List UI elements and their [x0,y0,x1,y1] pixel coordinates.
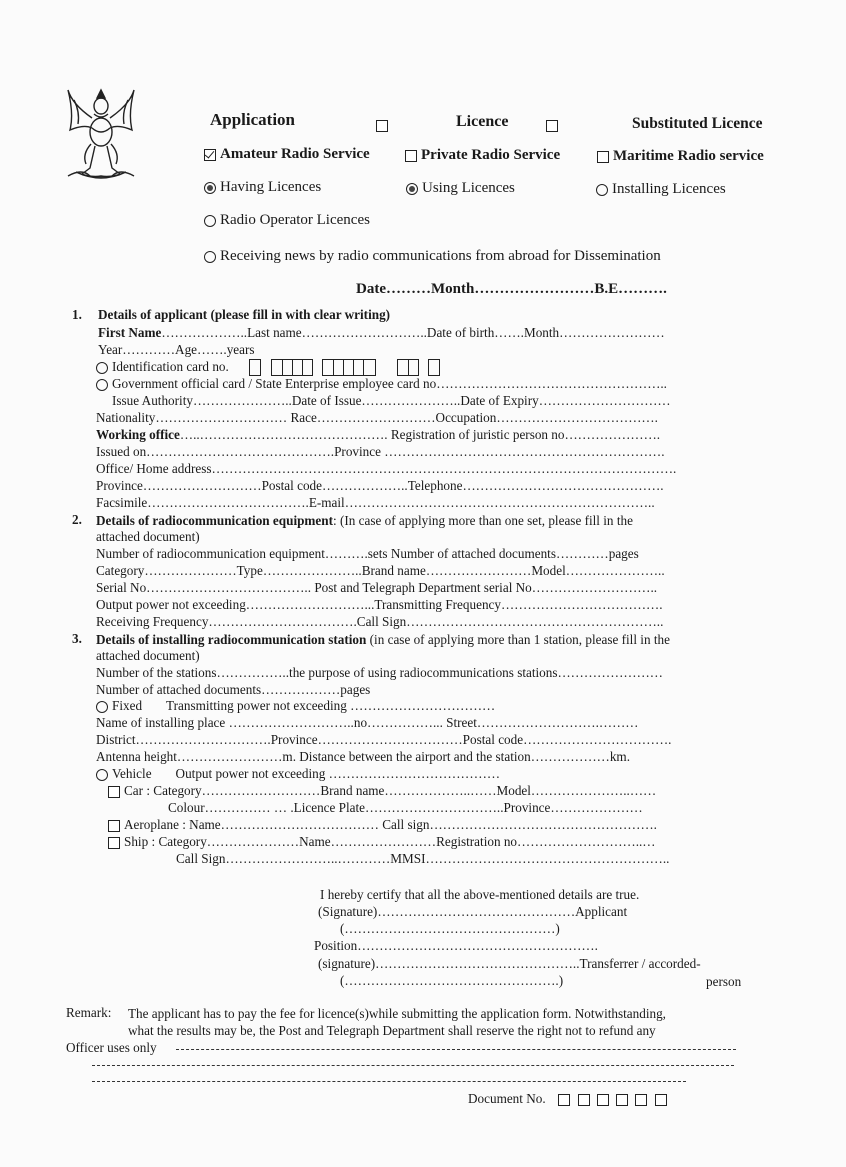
s1-address-line[interactable]: Office/ Home address……………………………………………………………………………………………. [96,461,677,476]
id-card-radio[interactable] [96,362,108,374]
s3-fixed-line[interactable] [96,697,495,714]
transferrer-name-line[interactable]: (………………………………………….) [340,973,564,988]
applicant-name-line[interactable]: (…………………………………………) [340,921,560,936]
vehicle-radio[interactable] [96,769,108,781]
s1-province-line[interactable]: Province………………………Postal code………………..Telephone………………………………………. [96,478,664,493]
s3-aeroplane-line[interactable] [108,816,657,833]
installing-radio[interactable] [596,184,608,196]
amateur-checkbox[interactable] [204,149,216,161]
officer-label: Officer uses only [66,1040,157,1055]
s3-attached-line[interactable]: Number of attached documents………………pages [96,682,371,697]
s1-gov-card-line[interactable] [96,375,667,392]
docno-box-2[interactable] [578,1094,590,1106]
ship-fields: Ship : Category…………………Name……………………Registration no………………………..… [124,834,656,849]
s2-category-line[interactable]: Category…………………Type…………………..Brand name……………………Model………………….. [96,563,665,578]
s3-antenna-line[interactable]: Antenna height……………………m. Distance between the airport and the station………………km. [96,749,630,764]
transferrer-signature-line[interactable]: (signature)………………………………………..Transferrer / accorded- [318,956,701,971]
docno-box-6[interactable] [655,1094,667,1106]
s3-place-line[interactable]: Name of installing place ………………………..no……………... Street……………………….……… [96,715,639,730]
substituted-licence-label: Substituted Licence [632,115,763,132]
s1-id-card-line[interactable] [96,358,446,376]
date-line[interactable]: Date………Month……………………B.E………. [356,281,667,297]
using-radio[interactable] [406,183,418,195]
officer-dash-line-2 [92,1065,734,1066]
s2-number-line[interactable]: Number of radiocommunication equipment……….sets Number of attached documents…………pages [96,546,639,561]
transferrer-person-label: person [706,974,742,989]
officer-dash-line-1 [176,1049,736,1050]
section3-title-rest: (in case of applying more than 1 station, please fill in the [366,632,670,647]
s3-ship-callsign-line[interactable]: Call Sign……………………..…………MMSI……………………………………………….. [176,851,670,866]
having-licences-option[interactable] [204,179,321,196]
section2-title-cont: attached document) [96,529,200,544]
operator-label: Radio Operator Licences [220,212,370,228]
id-box-2[interactable] [271,359,313,376]
receiving-news-option[interactable] [204,248,661,265]
section3-title: Details of installing radiocommunication station [96,632,367,647]
id-card-label: Identification card no. [112,359,229,374]
section3-title-line [96,631,670,648]
amateur-radio-option[interactable] [204,146,370,163]
amateur-label: Amateur Radio Service [220,146,370,162]
aeroplane-fields: Aeroplane : Name……………………………… Call sign……………………………………………. [124,817,657,832]
vehicle-label: Vehicle [112,766,152,781]
having-radio[interactable] [204,182,216,194]
car-checkbox[interactable] [108,786,120,798]
s1-working-office-line[interactable] [96,426,660,443]
section2-title-line [96,512,633,529]
id-box-3[interactable] [322,359,376,376]
s3-ship-line[interactable] [108,833,656,850]
installing-label: Installing Licences [612,181,726,197]
private-radio-option[interactable] [405,147,560,164]
radio-operator-option[interactable] [204,212,370,229]
certify-statement: I hereby certify that all the above-mentioned details are true. [320,887,640,902]
working-office-label: Working office [96,427,180,442]
s1-nationality-line[interactable]: Nationality………………………… Race………………………Occupation………………………………. [96,410,658,425]
using-licences-option[interactable] [406,180,515,197]
section3-number: 3. [72,631,82,646]
s2-serial-line[interactable]: Serial No……………………………….. Post and Telegraph Department serial No……………………….. [96,580,658,595]
licence-checkbox[interactable] [546,117,562,135]
fixed-power-field: Transmitting power not exceeding …………………………… [166,698,496,713]
s1-name-line[interactable] [98,324,665,341]
section2-title: Details of radiocommunication equipment [96,513,334,528]
gov-card-label: Government official card / State Enterprise employee card no…………………………………………….. [112,376,667,391]
having-label: Having Licences [220,179,322,195]
maritime-radio-option[interactable] [597,148,764,165]
fixed-label: Fixed [112,698,143,713]
s3-stations-line[interactable]: Number of the stations……………..the purpose of using radiocommunications stations…………………… [96,665,663,680]
vehicle-power-field: Output power not exceeding ………………………………… [175,766,501,781]
garuda-emblem-icon [62,84,140,188]
s3-car-colour-line[interactable]: Colour…………… … .Licence Plate…………………………..Province………………… [168,800,643,815]
s2-output-line[interactable]: Output power not exceeding………………………...Transmitting Frequency………………………………. [96,597,663,612]
s1-name-fields: ………………..Last name………………………..Date of birth…….Month…………………… [161,325,665,340]
using-label: Using Licences [422,180,515,196]
id-box-5[interactable] [428,359,440,376]
remark-line-1: The applicant has to pay the fee for licence(s)while submitting the application form. Notwithstanding, [128,1006,666,1021]
gov-card-radio[interactable] [96,379,108,391]
application-label: Application [210,110,296,129]
s3-district-line[interactable]: District………………………….Province……………………………Postal code……………………………. [96,732,672,747]
car-fields: Car : Category………………………Brand name………………..……Model…………………..…… [124,783,657,798]
docno-box-4[interactable] [616,1094,628,1106]
application-checkbox[interactable] [376,117,392,135]
remark-label: Remark: [66,1005,112,1020]
s1-year-line[interactable]: Year…………Age…….years [98,342,255,357]
aeroplane-checkbox[interactable] [108,820,120,832]
docno-box-1[interactable] [558,1094,570,1106]
s1-issued-on-line[interactable]: Issued on…………………………………….Province ………………………………………………………. [96,444,665,459]
maritime-label: Maritime Radio service [613,148,764,164]
remark-line-2: what the results may be, the Post and Telegraph Department shall reserve the right not to refund any [128,1023,656,1038]
section2-title-rest: : (In case of applying more than one set, please fill in the [333,513,633,528]
fixed-radio[interactable] [96,701,108,713]
section1-number: 1. [72,307,82,322]
id-box-4[interactable] [397,359,419,376]
applicant-signature-line[interactable]: (Signature)………………………………………Applicant [318,904,628,919]
s2-receiving-line[interactable]: Receiving Frequency…………………………….Call Sign………………………………………………….. [96,614,664,629]
maritime-checkbox[interactable] [597,151,609,163]
section3-title-cont: attached document) [96,648,200,663]
receiving-label: Receiving news by radio communications from abroad for Dissemination [220,248,661,264]
position-line[interactable]: Position………………………………………………. [314,938,598,953]
receiving-radio[interactable] [204,251,216,263]
licence-label: Licence [456,113,509,130]
docno-box-5[interactable] [635,1094,647,1106]
section2-number: 2. [72,512,82,527]
s1-issue-line[interactable]: Issue Authority…………………..Date of Issue…………………..Date of Expiry………………………… [112,393,671,408]
docno-box-3[interactable] [597,1094,609,1106]
private-label: Private Radio Service [421,147,561,163]
s3-car-line[interactable] [108,782,656,799]
s3-vehicle-line[interactable] [96,765,500,782]
document-number-row [468,1090,671,1107]
id-box-1[interactable] [249,359,261,376]
document-number-label: Document No. [468,1091,546,1106]
officer-dash-line-3 [92,1081,686,1082]
s1-facsimile-line[interactable]: Facsimile……………………………….E-mail…………………………………………………………….. [96,495,655,510]
working-office-fields: …..……………………………………. Registration of juristic person no…………………. [179,427,661,442]
section1-title: Details of applicant (please fill in with clear writing) [98,307,391,322]
private-checkbox[interactable] [405,150,417,162]
installing-licences-option[interactable] [596,181,726,198]
operator-radio[interactable] [204,215,216,227]
first-name-label: First Name [98,325,162,340]
ship-checkbox[interactable] [108,837,120,849]
